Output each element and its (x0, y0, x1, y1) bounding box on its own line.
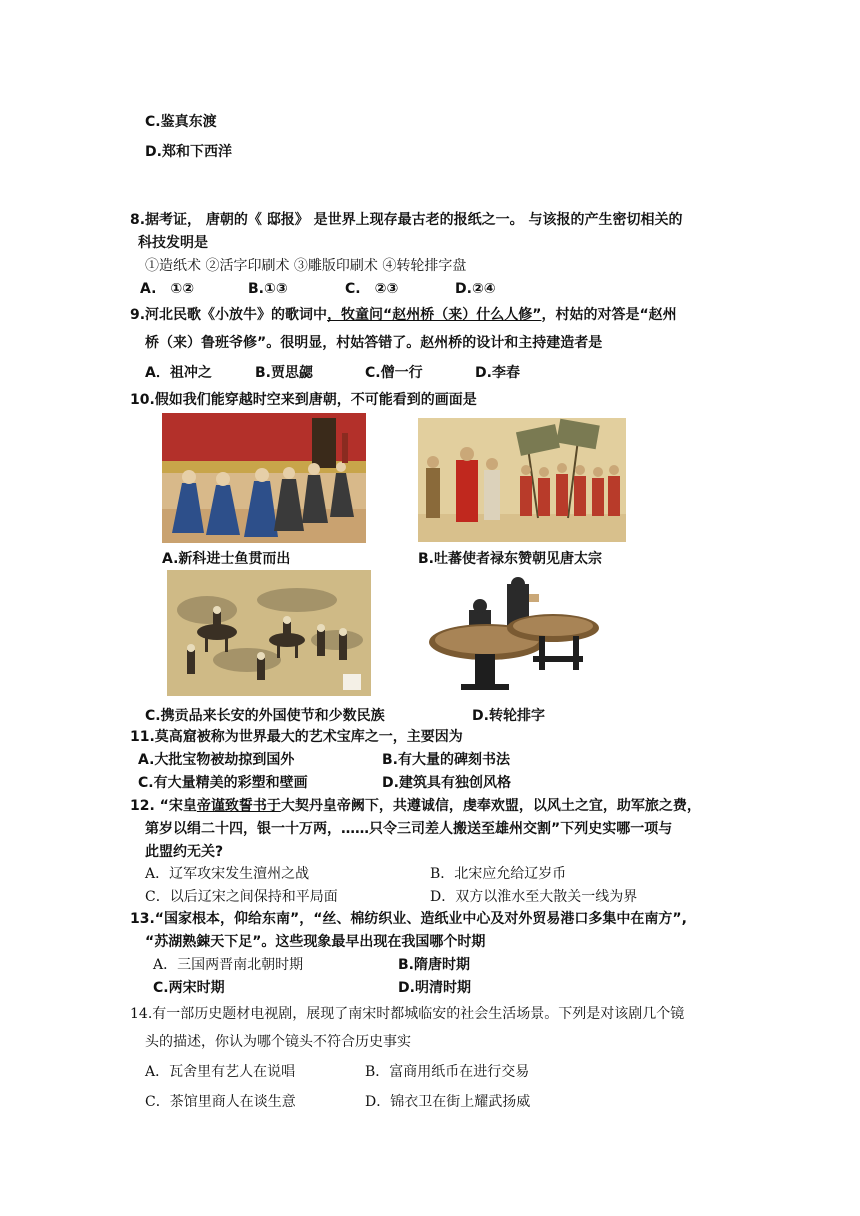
q9-option-b: B.贾思勰 (255, 365, 313, 381)
q9-stem-line2: 桥（来）鲁班爷修”。很明显，村姑答错了。赵州桥的设计和主持建造者是 (145, 335, 603, 351)
q10-stem: 10.假如我们能穿越时空来到唐朝，不可能看到的画面是 (130, 392, 477, 408)
q14-option-c: C．茶馆里商人在谈生意 (145, 1094, 296, 1110)
q8-stem-line2: 科技发明是 (138, 235, 208, 251)
q9-option-c: C.僧一行 (365, 365, 423, 381)
q13-option-a: A．三国两晋南北朝时期 (153, 957, 304, 973)
q7-option-c: C.鉴真东渡 (145, 114, 217, 130)
q8-items: ①造纸术 ②活字印刷术 ③雕版印刷术 ④转轮排字盘 (145, 258, 467, 274)
picture-b-caption: B.吐蕃使者禄东赞朝见唐太宗 (418, 551, 602, 567)
q12-stem-line3: 此盟约无关? (145, 844, 224, 860)
q13-option-d: D.明清时期 (398, 980, 471, 996)
q12-option-c: C．以后辽宋之间保持和平局面 (145, 889, 338, 905)
q9-stem-part3: ，村姑的对答是“赵州 (541, 307, 677, 323)
q11-option-d: D.建筑具有独创风格 (382, 775, 511, 791)
q8-stem-line1: 8.据考证， 唐朝的《 邸报》 是世界上现存最古老的报纸之一。 与该报的产生密切相关的 (130, 212, 683, 228)
q12-stem-line1 (130, 796, 701, 816)
q14-option-b: B．富商用纸币在进行交易 (365, 1064, 530, 1080)
picture-d-caption: D.转轮排字 (472, 708, 545, 724)
q8-option-c: C. ②③ (345, 281, 399, 297)
q11-stem: 11.莫高窟被称为世界最大的艺术宝库之一，主要因为 (130, 729, 463, 745)
q9-stem-line1 (130, 305, 677, 325)
q13-option-b: B.隋唐时期 (398, 957, 470, 973)
picture-tibetan-envoy (418, 418, 626, 542)
q12-stem-part3: 大契丹皇帝阙下，共遵诚信，虔奉欢盟，以风土之宜，助军旅之费， (280, 798, 701, 814)
q11-option-c: C.有大量精美的彩塑和壁画 (138, 775, 308, 791)
q8-option-a: A. ①② (140, 281, 195, 297)
q9-stem-part1: 9.河北民歌《小放牛》的歌词中 (130, 307, 328, 323)
q13-stem-line2: “苏湖熟鋉天下足”。这些现象最早出现在我国哪个时期 (145, 934, 486, 950)
q12-option-d: D．双方以淮水至大散关一线为界 (430, 889, 638, 905)
q14-stem-line1: 14.有一部历史题材电视剧，展现了南宋时都城临安的社会生活场景。下列是对该剧几个镜 (130, 1006, 685, 1022)
q7-option-d: D.郑和下西洋 (145, 144, 232, 160)
picture-rotating-type (425, 576, 601, 694)
q12-option-a: A．辽军攻宋发生澶州之战 (145, 866, 310, 882)
q14-option-a: A．瓦舍里有艺人在说唱 (145, 1064, 296, 1080)
q11-option-a: A.大批宝物被劫掠到国外 (138, 752, 295, 768)
q9-option-d: D.李春 (475, 365, 520, 381)
picture-foreign-envoys (167, 570, 371, 696)
q8-option-b: B.①③ (248, 281, 288, 297)
q13-stem-line1: 13.“国家根本，仰给东南”，“丝、棉纺织业、造纸业中心及对外贸易港口多集中在南方”, (130, 911, 687, 927)
q12-stem-underlined: 帝谨致誓书于 (196, 798, 281, 814)
q13-option-c: C.两宋时期 (153, 980, 225, 996)
q12-stem-line2: 第岁以绢二十四，银一十万两，……只令三司差人搬送至雄州交割”下列史实哪一项与 (145, 821, 673, 837)
picture-c-caption: C.携贡品来长安的外国使节和少数民族 (145, 708, 385, 724)
picture-a-caption: A.新科进士鱼贯而出 (162, 551, 291, 567)
q9-option-a: A．祖冲之 (145, 365, 212, 381)
q14-option-d: D．锦衣卫在街上耀武扬威 (365, 1094, 531, 1110)
q14-stem-line2: 头的描述，你认为哪个镜头不符合历史事实 (145, 1034, 411, 1050)
q9-stem-underlined: ，牧童问“赵州桥（来）什么人修” (327, 307, 542, 323)
q8-option-d: D.②④ (455, 281, 496, 297)
q11-option-b: B.有大量的碑刻书法 (382, 752, 510, 768)
q12-option-b: B．北宋应允给辽岁币 (430, 866, 567, 882)
q12-stem-part1: 12. “宋皇 (130, 798, 197, 814)
picture-new-scholars (162, 413, 366, 543)
